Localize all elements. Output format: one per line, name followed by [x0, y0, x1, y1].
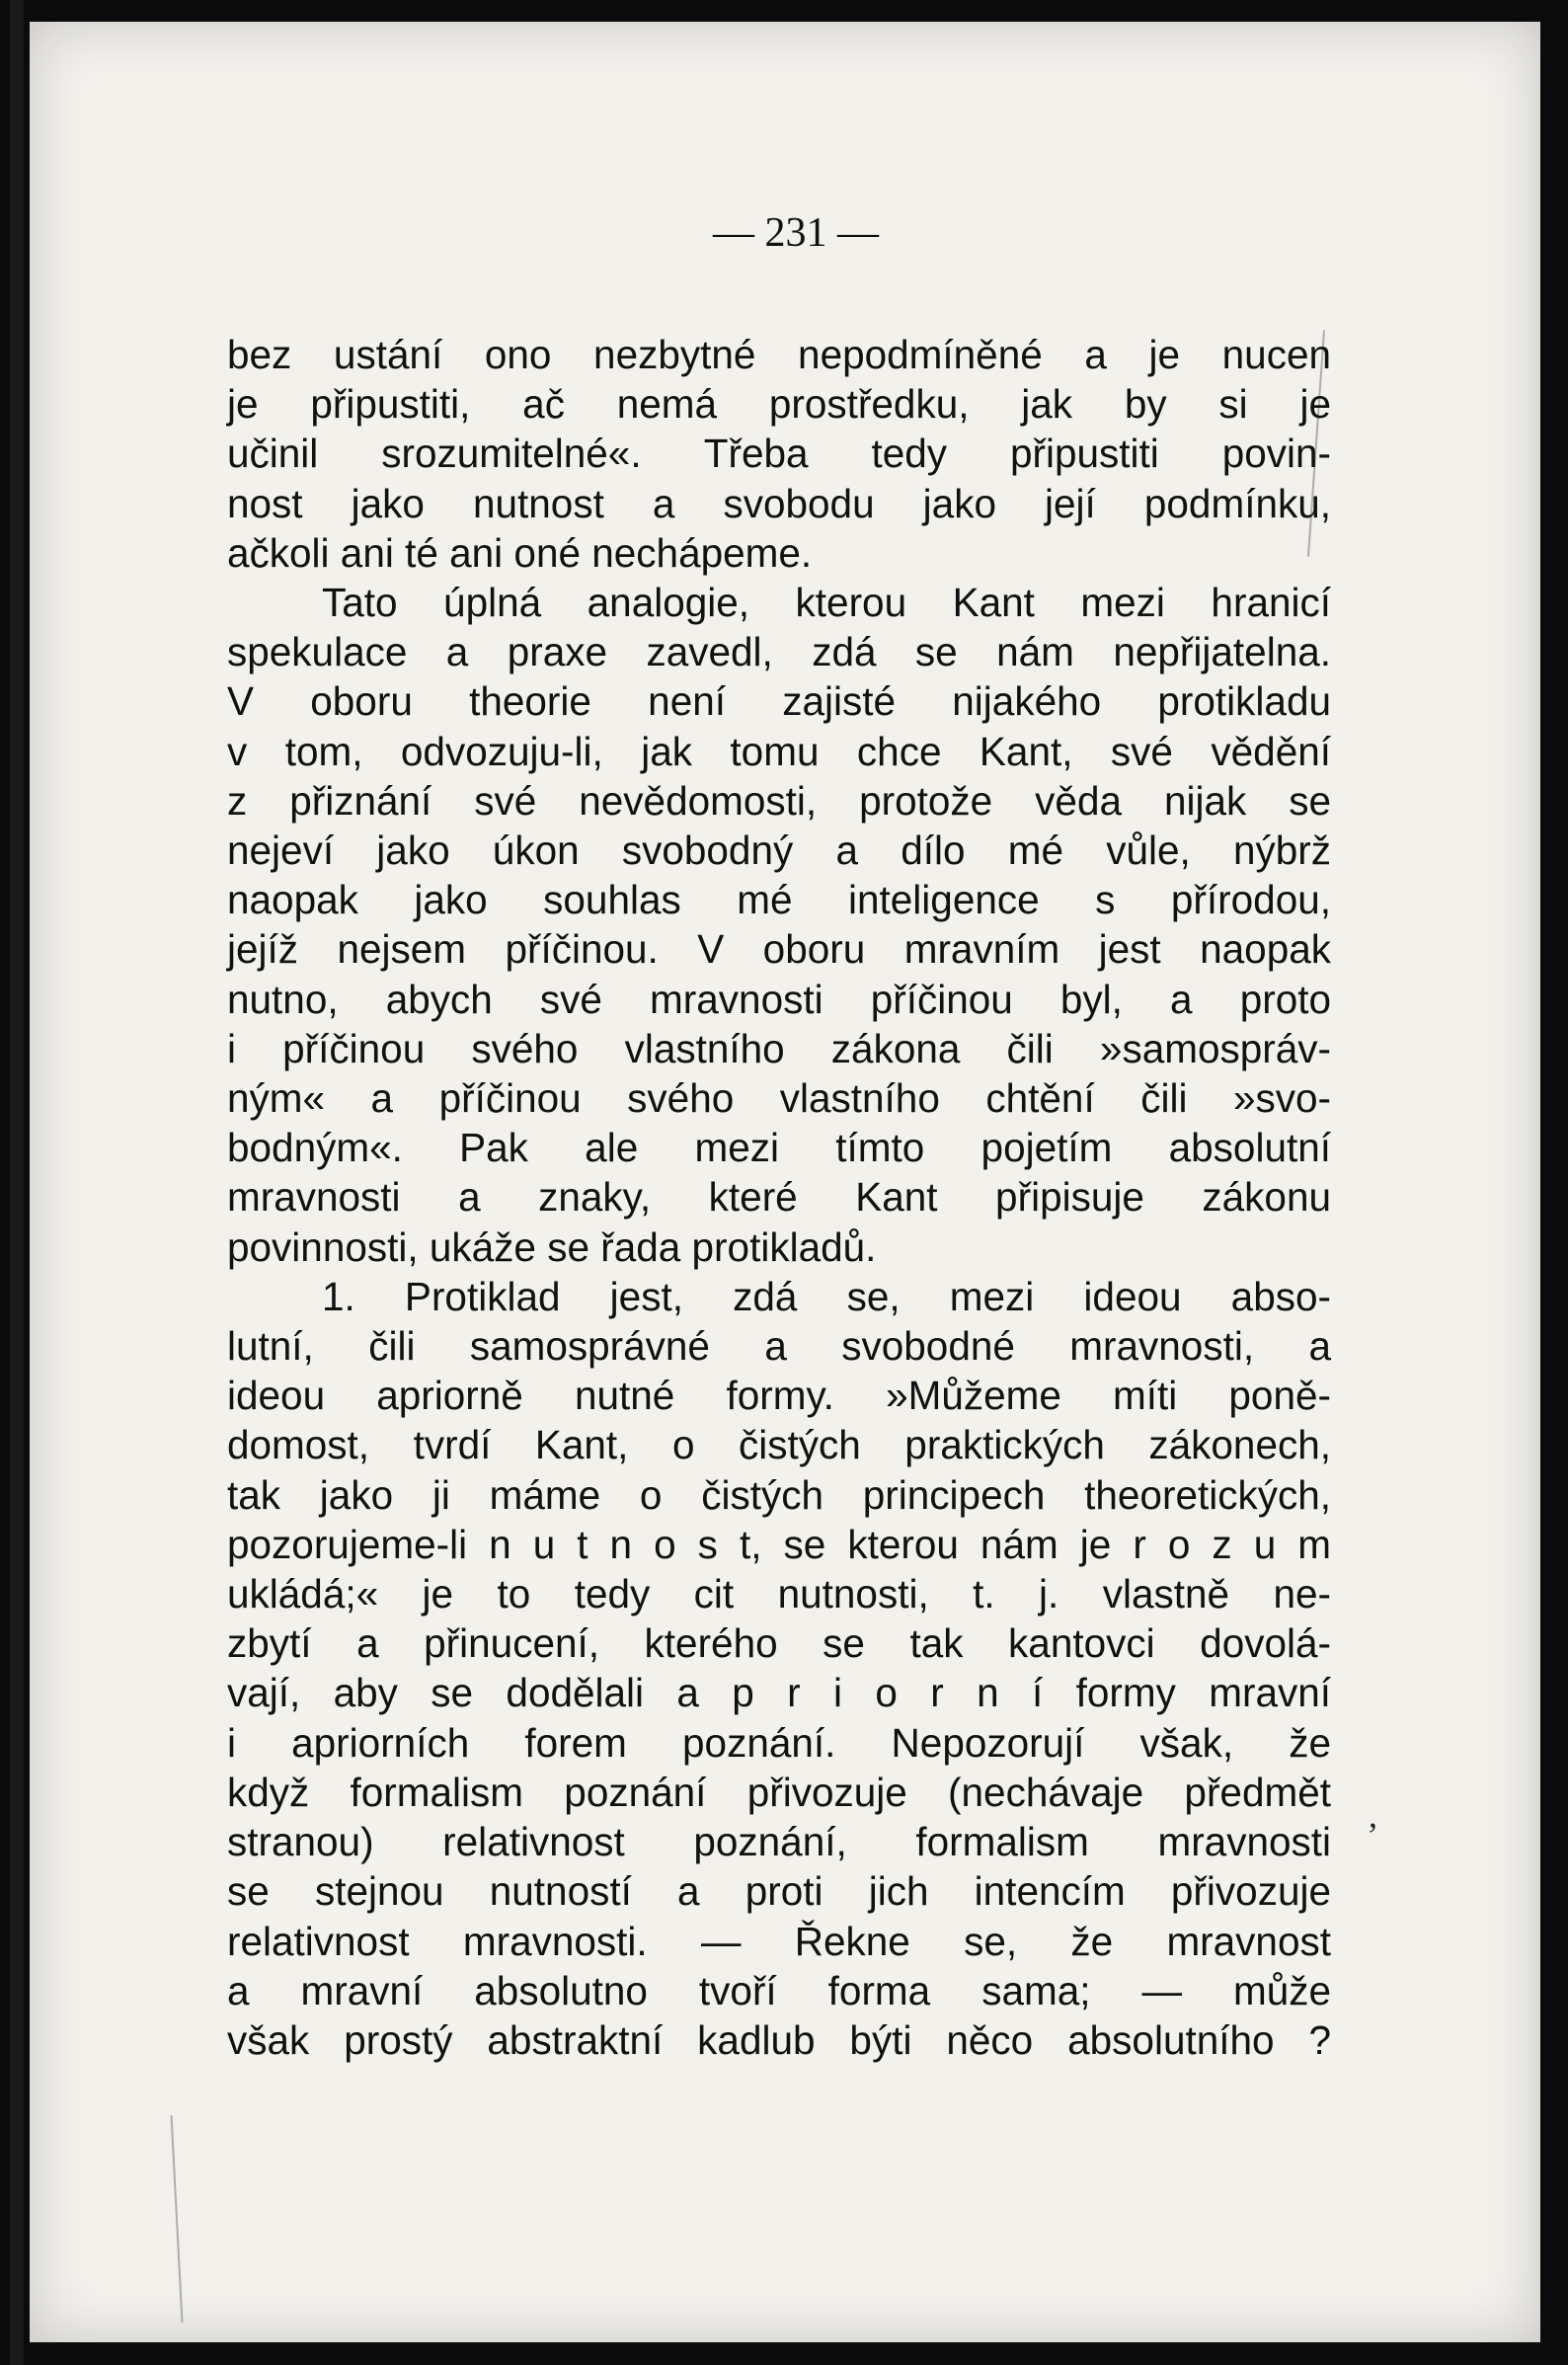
text-line: ukládá;« je to tedy cit nutnosti, t. j. vlastně ne-	[227, 1571, 1331, 1617]
book-page	[30, 22, 1540, 2342]
text-line: v tom, odvozuju-li, jak tomu chce Kant, své vědění	[227, 728, 1331, 774]
body-text	[227, 330, 1331, 2065]
text-line: vají, aby se dodělali a p r i o r n í formy mravní	[227, 1670, 1331, 1716]
text-line: spekulace a praxe zavedl, zdá se nám nepřijatelna.	[227, 629, 1331, 675]
text-line: 1. Protiklad jest, zdá se, mezi ideou abso-	[322, 1273, 1331, 1319]
text-line: nutno, abych své mravnosti příčinou byl, a proto	[227, 976, 1331, 1022]
pencil-margin-line-lower	[171, 2115, 184, 2323]
text-line: bez ustání ono nezbytné nepodmíněné a je nucen	[227, 332, 1331, 377]
text-line: ným« a příčinou svého vlastního chtění čili »svo-	[227, 1075, 1331, 1122]
text-line: zbytí a přinucení, kterého se tak kantovci dovolá-	[227, 1620, 1331, 1667]
text-line: když formalism poznání přivozuje (nechávaje předmět	[227, 1769, 1331, 1815]
book-binding-edge	[10, 0, 24, 2365]
text-line: ideou apriorně nutné formy. »Můžeme míti poně-	[227, 1373, 1331, 1419]
text-line: lutní, čili samosprávné a svobodné mravnosti, a	[227, 1323, 1331, 1370]
text-line: pozorujeme-li n u t n o s t, se kterou nám je r o z u m	[227, 1521, 1331, 1567]
text-line: i příčinou svého vlastního zákona čili »samospráv-	[227, 1025, 1331, 1071]
text-line: nejeví jako úkon svobodný a dílo mé vůle, nýbrž	[227, 828, 1331, 874]
text-line: ačkoli ani té ani oné nechápeme.	[227, 529, 813, 576]
page-number: — 231 —	[713, 210, 879, 256]
text-line: relativnost mravnosti. — Řekne se, že mravnost	[227, 1918, 1331, 1964]
text-line: je připustiti, ač nemá prostředku, jak by si je	[227, 381, 1331, 428]
text-line: naopak jako souhlas mé inteligence s přírodou,	[227, 877, 1331, 923]
text-line: bodným«. Pak ale mezi tímto pojetím absolutní	[227, 1125, 1331, 1171]
text-line: se stejnou nutností a proti jich intencím přivozuje	[227, 1868, 1331, 1915]
text-line: i apriorních forem poznání. Nepozorují však, že	[227, 1719, 1331, 1766]
text-line: a mravní absolutno tvoří forma sama; — může	[227, 1967, 1331, 2013]
text-line: povinnosti, ukáže se řada protikladů.	[227, 1223, 877, 1270]
text-line: tak jako ji máme o čistých principech theoretických,	[227, 1471, 1331, 1518]
text-line: z přiznání své nevědomosti, protože věda nijak se	[227, 777, 1331, 824]
text-line: Tato úplná analogie, kterou Kant mezi hranicí	[322, 580, 1331, 626]
text-line: učinil srozumitelné«. Třeba tedy připustiti povin-	[227, 431, 1331, 477]
text-line: stranou) relativnost poznání, formalism mravnosti	[227, 1819, 1331, 1865]
text-line: jejíž nejsem příčinou. V oboru mravním jest naopak	[227, 926, 1331, 973]
text-line: domost, tvrdí Kant, o čistých praktických zákonech,	[227, 1422, 1331, 1468]
text-line: nost jako nutnost a svobodu jako její podmínku,	[227, 480, 1331, 526]
text-line: V oboru theorie není zajisté nijakého protikladu	[227, 678, 1331, 725]
margin-mark: ,	[1369, 1795, 1377, 1835]
text-line: však prostý abstraktní kadlub býti něco absolutního ?	[227, 2016, 1331, 2063]
text-line: mravnosti a znaky, které Kant připisuje zákonu	[227, 1174, 1331, 1221]
